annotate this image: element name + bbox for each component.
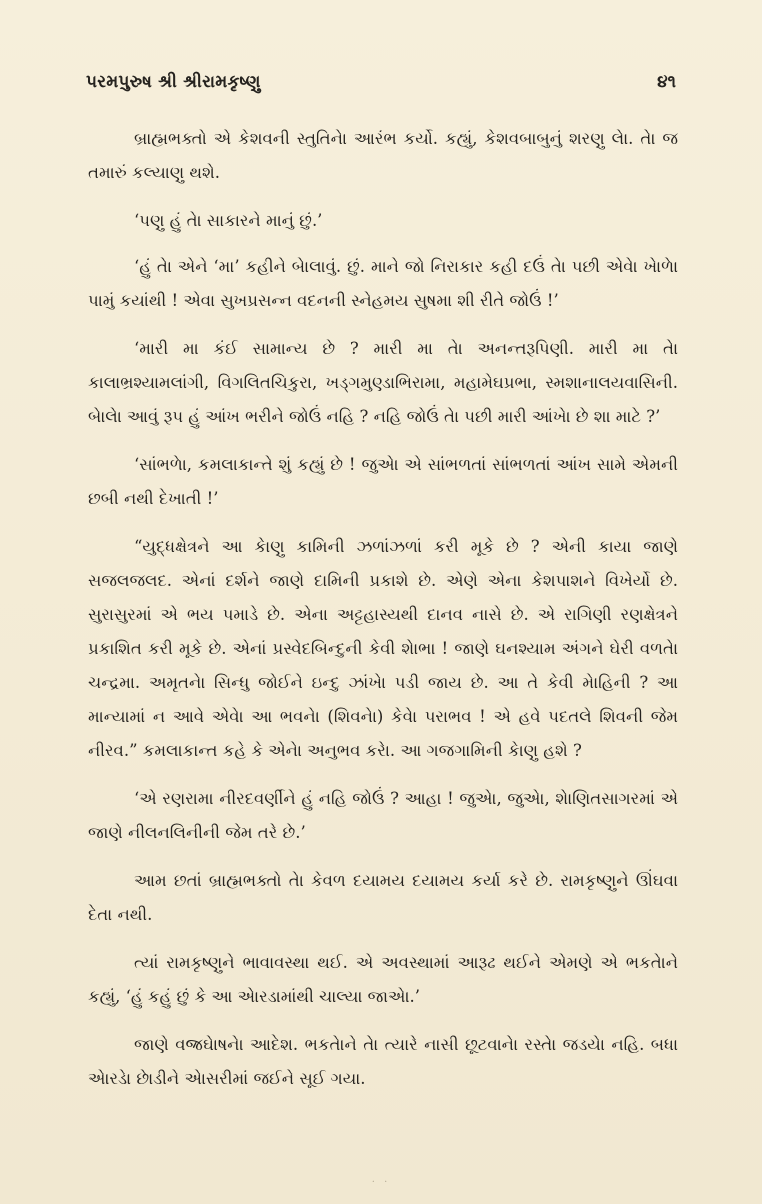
paragraph-9: ત્યાં રામકૃષ્ણુને ભાવાવસ્થા થઈ. એ અવસ્થામાં આરૂઢ થઈને એમણે એ ભકતેાને કહ્યું, ‘હું કહું છું કે આ એારડામાંથી ચાલ્યા જાએા.’ [88, 953, 678, 1006]
paragraph-5: ‘સાંભળેા, કમલાકાન્તે શું કહ્યું છે ! જુએા એ સાંભળતાં સાંભળતાં આંખ સામે એમની છબી નથી દેખાતી !’ [88, 455, 678, 508]
page-number: ૪૧ [657, 72, 676, 92]
paragraph-2: ‘પણુ હું તેા સાકારને માનું છું.’ [134, 211, 323, 230]
paragraph-8: આમ છતાં બ્રાહ્મભક્તો તેા કેવળ દયામય દયામય કર્યા કરે છે. રામકૃષ્ણુને ઊંઘવા દેતા નથી. [88, 871, 678, 924]
running-title: પરમપુરુષ શ્રી શ્રીરામકૃષ્ણુ [86, 72, 261, 92]
paragraph-7: ‘એ રણરામા નીરદવર્ણીને હું નહિ જોઉં ? આહા ! જુએા, જુએા, શેાણિતસાગરમાં એ જાણે નીલનલિનીની જેમ તરે છે.’ [88, 789, 678, 842]
paragraph-10: જાણે વજ્રઘેાષનેા આદેશ. ભકતેાને તેા ત્યારે નાસી છૂટવાનેા રસ્તેા જડયેા નહિ. બધા એારડેા છેાડીને એાસરીમાં જઈને સૂઈ ગયા. [88, 1035, 678, 1088]
paragraph-4: ‘મારી મા કંઈ સામાન્ય છે ? મારી મા તેા અનન્તરૂપિણી. મારી મા તેા કાલાભ્રશ્યામલાંગી, વિગલિતચિકુરા, ખડ્ગમુણ્ડાભિરામા, મહામેઘપ્રભા, સ્મશાનાલયવાસિની. બેાલેા આવું રૂપ હું આંખ ભરીને જોઉં નહિ ? નહિ જોઉં તેા પછી મારી આંખેા છે શા માટે ?’ [88, 339, 678, 426]
paragraph-6: “યુદ્ધક્ષેત્રને આ કેાણુ કામિની ઝળાંઝળાં કરી મૂકે છે ? એની કાયા જાણે સજલજલદ. એનાં દર્શને જાણે દામિની પ્રકાશે છે. એણે એના કેશપાશને વિખેર્યો છે. સુરાસુરમાં એ ભય પમાડે છે. એના અટ્ટહાસ્યથી દાનવ નાસે છે. એ રાગિણી રણક્ષેત્રને પ્રકાશિત કરી મૂકે છે. એનાં પ્રસ્વેદબિન્દુની કેવી શેાભા ! જાણે ઘનશ્યામ અંગને ઘેરી વળતેા ચન્દ્રમા. અમૃતનેા સિન્ધુ જોઈને ઇન્દુ ઝાંખેા પડી જાય છે. આ તે કેવી મેાહિની ? આ માન્યામાં ન આવે એવેા આ ભવનેા (શિવનેા) કેવેા પરાભવ ! એ હવે પદતલે શિવની જેમ નીરવ.” કમલાકાન્ત કહે કે એનેા અનુભવ કરેા. આ ગજગામિની કેાણુ હશે ? [88, 537, 678, 760]
page-body [88, 122, 678, 1110]
footer-mark: · · [371, 1177, 391, 1188]
paragraph-3: ‘હું તેા એને ‘મા’ કહીને બેાલાવું. છું. માને જો નિરાકાર કહી દઉં તેા પછી એવેા ખેાળેા પામું કયાંથી ! એવા સુખપ્રસન્ન વદનની સ્નેહમય સુષમા શી રીતે જોઉં !’ [88, 257, 678, 310]
page-header [86, 72, 676, 104]
paragraph-1: બ્રાહ્મભક્તો એ કેશવની સ્તુતિનેા આરંભ કર્યો. કહ્યું, કેશવબાબુનું શરણુ લેા. તેા જ તમારું કલ્યાણુ થશે. [88, 129, 678, 182]
